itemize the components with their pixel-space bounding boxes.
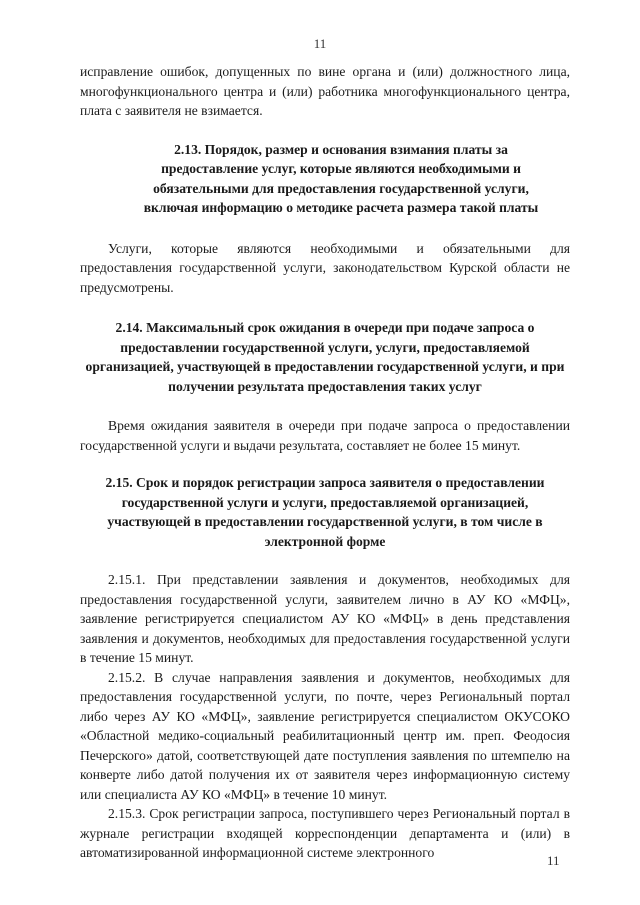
page-number-bottom: 11 (547, 853, 560, 868)
document-body (80, 62, 570, 863)
page-number-top: 11 (313, 36, 327, 51)
intro-paragraph: исправление ошибок, допущенных по вине органа и (или) должностного лица, многофункционального центра и (или) работника многофункционального центра, плата с заявителя не взимается. (80, 64, 570, 118)
section-2-13-paragraph: Услуги, которые являются необходимыми и обязательными для предоставления государственной услуги, законодательством Курской области не предусмотрены. (80, 240, 570, 295)
section-2-13-heading: 2.13. Порядок, размер и основания взимания платы за предоставление услуг, которые являются необходимыми и обязательными для предоставления государственной услуги, включая информацию о методике расчета размера такой платы (143, 141, 539, 215)
section-2-15-2-paragraph: 2.15.2. В случае направления заявления и документов, необходимых для предоставления государственной услуги, по почте, через Региональный портал либо через АУ КО «МФЦ», заявление регистрируется специалистом ОКУСОКО «Областной медико-социальный реабилитационный центр им. преп. Феодосия Печерского» датой, соответствующей дате поступления заявления по штемпелю на конверте либо датой получения их от заявителя через информационную систему или специалиста АУ КО «МФЦ» в течение 10 минут. (80, 669, 570, 802)
section-2-15-3-paragraph: 2.15.3. Срок регистрации запроса, поступившего через Региональный портал в журнале регистрации входящей корреспонденции департамента и (или) в автоматизированной информационной системе электронного (80, 806, 570, 860)
section-2-15-1-paragraph: 2.15.1. При представлении заявления и документов, необходимых для предоставления государственной услуги, заявителем лично в АУ КО «МФЦ», заявление регистрируется специалистом АУ КО «МФЦ» в день представления заявления и документов, необходимых для предоставления государственной услуги в течение 15 минут. (80, 572, 570, 665)
section-2-14-paragraph: Время ожидания заявителя в очереди при подаче запроса о предоставлении государственной услуги и выдачи результата, составляет не более 15 минут. (80, 418, 570, 453)
section-2-14-heading: 2.14. Максимальный срок ожидания в очереди при подаче запроса о предоставлении государственной услуги, услуги, предоставляемой организацией, участвующей в предоставлении государственной услуги, и при получении результата предоставления таких услуг (85, 320, 565, 394)
section-2-15-heading: 2.15. Срок и порядок регистрации запроса заявителя о предоставлении государственной услуги и услуги, предоставляемой организацией, участвующей в предоставлении государственной услуги, в том числе в электронной форме (105, 475, 545, 549)
